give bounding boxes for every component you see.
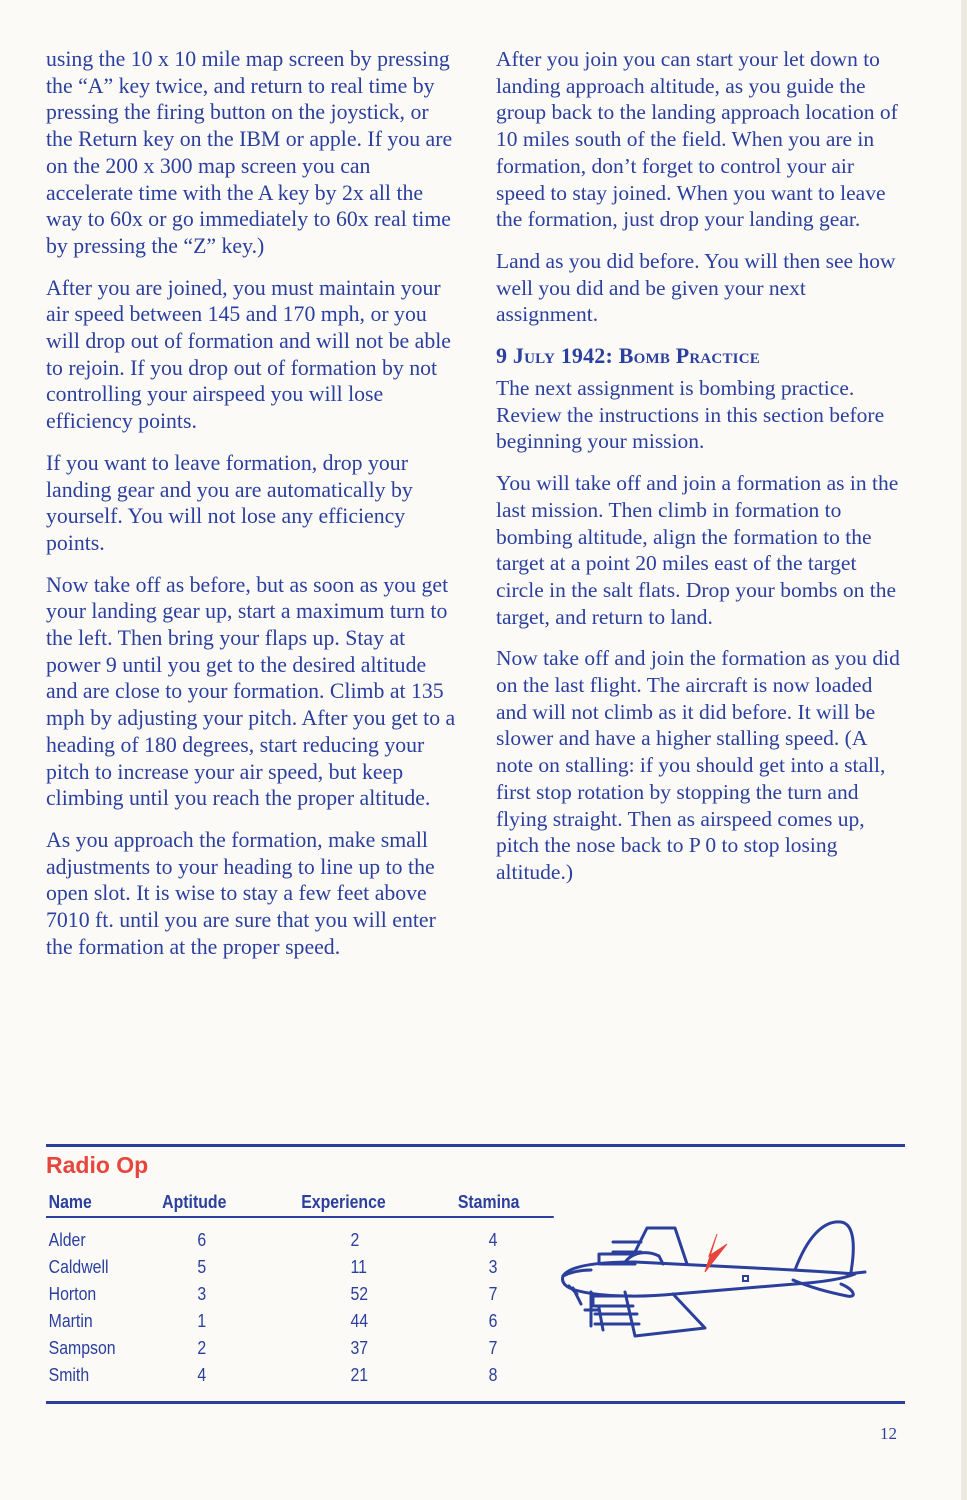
crew-name: Martin xyxy=(48,1311,93,1331)
table-row xyxy=(46,1336,554,1363)
crew-stamina: 4 xyxy=(488,1230,498,1250)
crew-stamina: 7 xyxy=(488,1338,498,1358)
page-edge-shadow xyxy=(961,0,967,1500)
crew-table-body xyxy=(46,1228,554,1390)
crew-panel-title: Radio Op xyxy=(46,1152,149,1178)
crew-stamina: 8 xyxy=(488,1365,498,1385)
table-row xyxy=(46,1255,554,1282)
crew-table xyxy=(46,1190,554,1390)
crew-stamina: 7 xyxy=(488,1284,498,1304)
crew-aptitude: 3 xyxy=(197,1284,207,1304)
page-number: 12 xyxy=(880,1424,897,1443)
crew-table-header xyxy=(46,1190,554,1218)
crew-experience: 44 xyxy=(350,1311,369,1331)
section-heading: 9 July 1942: Bomb Practice xyxy=(496,343,760,369)
b17-bomber-radio-position-icon xyxy=(555,1208,875,1348)
table-row xyxy=(46,1282,554,1309)
crew-experience: 37 xyxy=(350,1338,369,1358)
crew-aptitude: 6 xyxy=(197,1230,207,1250)
panel-bottom-rule xyxy=(46,1401,905,1404)
left-column xyxy=(46,46,456,976)
crew-name: Sampson xyxy=(48,1338,116,1358)
crew-name: Horton xyxy=(48,1284,97,1304)
crew-experience: 52 xyxy=(350,1284,369,1304)
table-row xyxy=(46,1309,554,1336)
table-row xyxy=(46,1228,554,1255)
crew-experience: 11 xyxy=(350,1257,367,1277)
paragraph: using the 10 x 10 mile map screen by pressing the “A” key twice, and return to real time by pressing the firing button on the joystick, or the Return key on the IBM or apple. If you are on the 200 x 300 map screen you can accelerate time with the A key by 2x all the way to 60x or go immediately to 60x real time by pressing the “Z” key.) xyxy=(46,47,453,258)
crew-experience: 21 xyxy=(350,1365,369,1385)
column-header-experience: Experience xyxy=(301,1192,386,1212)
column-header-stamina: Stamina xyxy=(457,1192,520,1212)
paragraph: Land as you did before. You will then see how well you did and be given your next assignment. xyxy=(496,248,896,327)
crew-aptitude: 1 xyxy=(197,1311,207,1331)
paragraph: Now take off as before, but as soon as you get your landing gear up, start a maximum turn to the left. Then bring your flaps up. Stay at power 9 until you get to the desired altitude and are close to your formation. Climb at 135 mph by adjusting your pitch. After you get to a heading of 180 degrees, start reducing your pitch to increase your air speed, but keep climbing until you reach the proper altitude. xyxy=(46,572,456,811)
table-row xyxy=(46,1363,554,1390)
crew-stamina: 3 xyxy=(488,1257,498,1277)
crew-aptitude: 5 xyxy=(197,1257,207,1277)
crew-name: Caldwell xyxy=(48,1257,109,1277)
right-column xyxy=(496,46,908,901)
paragraph: After you are joined, you must maintain your air speed between 145 and 170 mph, or you will drop out of formation and will not be able to rejoin. If you drop out of formation by not controlling your airspeed you will lose efficiency points. xyxy=(46,275,451,434)
paragraph: You will take off and join a formation as in the last mission. Then climb in formation to bombing altitude, align the formation to the target at a point 20 miles east of the target circle in the salt flats. Drop your bombs on the target, and return to land. xyxy=(496,471,899,629)
paragraph: If you want to leave formation, drop your landing gear and you are automatically by yourself. You will not lose any efficiency points. xyxy=(46,450,413,555)
crew-aptitude: 4 xyxy=(197,1365,207,1385)
column-header-name: Name xyxy=(48,1192,92,1212)
crew-aptitude: 2 xyxy=(197,1338,207,1358)
crew-experience: 2 xyxy=(350,1230,360,1250)
paragraph: After you join you can start your let down to landing approach altitude, as you guide the group back to the landing approach location of 10 miles south of the field. When you are in formation, don’t forget to control your air speed to stay joined. When you want to leave the formation, just drop your landing gear. xyxy=(496,47,898,232)
paragraph: As you approach the formation, make small adjustments to your heading to line up to the open slot. It is wise to stay a few feet above 7010 ft. until you are sure that you will enter the formation at the proper speed. xyxy=(46,827,436,959)
paragraph: Now take off and join the formation as you did on the last flight. The aircraft is now loaded and will not climb as it did before. It will be slower and have a higher stalling speed. (A note on stalling: if you should get into a stall, first stop rotation by stopping the turn and flying straight. Then as airspeed comes up, pitch the nose back to P 0 to stop losing altitude.) xyxy=(496,646,900,884)
crew-stamina: 6 xyxy=(488,1311,498,1331)
paragraph: The next assignment is bombing practice. Review the instructions in this section before beginning your mission. xyxy=(496,376,885,454)
crew-name: Smith xyxy=(48,1365,90,1385)
crew-name: Alder xyxy=(48,1230,86,1250)
panel-top-rule xyxy=(46,1144,905,1147)
column-header-aptitude: Aptitude xyxy=(162,1192,227,1212)
